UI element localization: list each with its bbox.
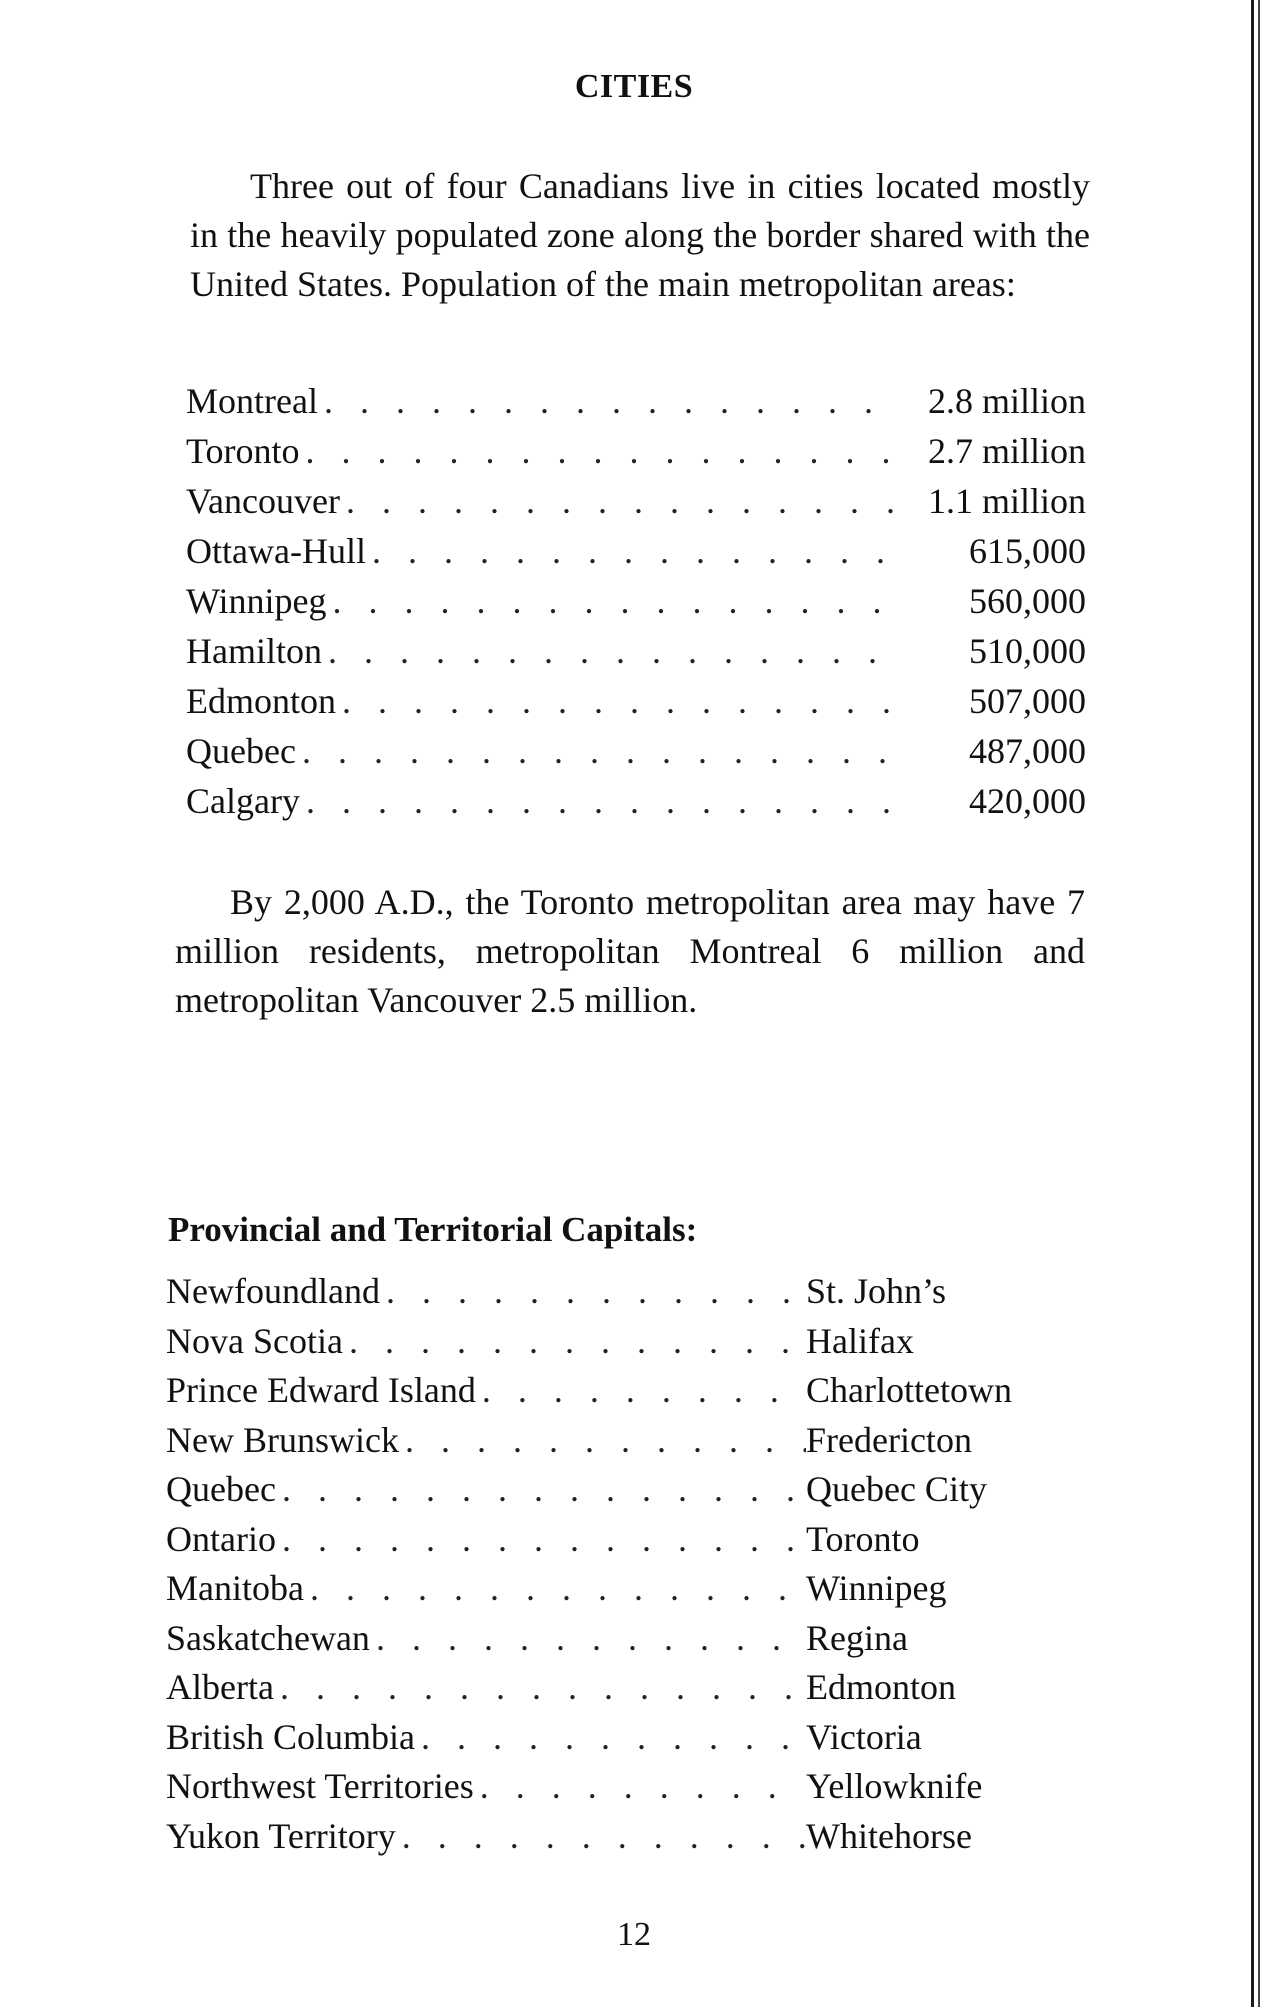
leader-dots <box>482 1369 806 1411</box>
city-name: Toronto <box>186 431 300 471</box>
province-name: Manitoba <box>166 1568 304 1608</box>
leader-dots <box>421 1716 806 1758</box>
leader-dots <box>405 1419 806 1461</box>
city-name: Edmonton <box>186 681 336 721</box>
leader-dots <box>372 530 901 572</box>
city-name: Calgary <box>186 781 300 821</box>
province-name: Ontario <box>166 1518 276 1559</box>
capital-name: Fredericton <box>806 1419 972 1460</box>
city-population: 507,000 <box>969 681 1086 721</box>
capital-name: Regina <box>806 1617 908 1658</box>
capital-name: Winnipeg <box>806 1568 947 1608</box>
city-name: Winnipeg <box>186 581 327 621</box>
capital-name: Yellowknife <box>806 1766 983 1806</box>
list-item <box>186 380 1086 430</box>
leader-dots <box>402 1815 806 1857</box>
list-item <box>166 1419 1066 1469</box>
city-population: 1.1 million <box>927 481 1086 521</box>
list-item <box>166 1270 1066 1320</box>
leader-dots <box>306 780 901 822</box>
leader-dots <box>349 1320 806 1362</box>
page-number: 12 <box>617 1916 651 1953</box>
list-item <box>166 1716 1066 1766</box>
list-item <box>166 1617 1066 1667</box>
list-item <box>186 580 1086 630</box>
page-title: CITIES <box>574 68 694 105</box>
leader-dots <box>342 680 901 722</box>
province-name: Alberta <box>166 1667 274 1707</box>
capital-name: Victoria <box>806 1716 922 1757</box>
province-name: Quebec <box>166 1469 276 1509</box>
city-name: Montreal <box>186 381 318 421</box>
leader-dots <box>310 1567 806 1609</box>
capitals-list <box>166 1270 1066 1864</box>
city-population: 2.7 million <box>927 431 1086 471</box>
province-name: Nova Scotia <box>166 1320 343 1361</box>
capitals-heading: Provincial and Territorial Capitals: <box>168 1210 698 1249</box>
city-name: Vancouver <box>186 481 340 521</box>
city-population: 615,000 <box>969 531 1086 571</box>
province-name: Newfoundland <box>166 1271 380 1311</box>
city-population: 560,000 <box>969 581 1086 621</box>
city-name: Hamilton <box>186 631 322 671</box>
capital-name: Halifax <box>806 1320 914 1361</box>
list-item <box>166 1518 1066 1568</box>
list-item <box>186 530 1086 580</box>
list-item <box>166 1320 1066 1370</box>
list-item <box>186 630 1086 680</box>
city-name: Quebec <box>186 731 296 771</box>
city-population: 487,000 <box>969 731 1086 771</box>
city-population: 420,000 <box>969 781 1086 821</box>
capital-name: Charlottetown <box>806 1370 1012 1410</box>
list-item <box>186 780 1086 830</box>
leader-dots <box>302 730 901 772</box>
leader-dots <box>282 1468 806 1510</box>
capital-name: Quebec City <box>806 1469 987 1509</box>
list-item <box>166 1765 1066 1815</box>
province-name: British Columbia <box>166 1716 416 1757</box>
list-item <box>186 480 1086 530</box>
leader-dots <box>386 1270 806 1312</box>
page-edge-line-inner <box>1258 0 1260 2007</box>
leader-dots <box>376 1617 806 1659</box>
leader-dots <box>282 1518 806 1560</box>
list-item <box>186 730 1086 780</box>
intro-paragraph: Three out of four Canadians live in cities located mostly in the heavily populated zone along the border shared with the United States. Population of the main metropolitan areas: <box>190 166 1090 304</box>
list-item <box>166 1468 1066 1518</box>
province-name: Prince Edward Island <box>166 1370 476 1410</box>
list-item <box>166 1666 1066 1716</box>
city-name: Ottawa-Hull <box>186 531 366 571</box>
city-population: 510,000 <box>969 631 1086 671</box>
province-name: Saskatchewan <box>166 1617 370 1658</box>
list-item <box>166 1369 1066 1419</box>
leader-dots <box>333 580 901 622</box>
page-edge-line <box>1251 0 1254 2007</box>
leader-dots <box>305 430 901 472</box>
leader-dots <box>328 630 901 672</box>
capital-name: Whitehorse <box>806 1815 972 1856</box>
province-name: Yukon Territory <box>166 1815 396 1856</box>
capital-name: St. John’s <box>806 1271 947 1311</box>
leader-dots <box>480 1765 806 1807</box>
leader-dots <box>324 380 901 422</box>
leader-dots <box>280 1666 806 1708</box>
capital-name: Toronto <box>806 1518 920 1559</box>
city-population: 2.8 million <box>927 381 1086 421</box>
list-item <box>166 1567 1066 1617</box>
list-item <box>186 430 1086 480</box>
list-item <box>166 1815 1066 1865</box>
projection-paragraph: By 2,000 A.D., the Toronto metropolitan area may have 7 million residents, metropolitan Montreal 6 million and metropolitan Vancouver 2.5 million. <box>175 882 1085 1020</box>
list-item <box>186 680 1086 730</box>
capital-name: Edmonton <box>806 1667 956 1707</box>
city-population-list <box>186 380 1086 830</box>
leader-dots <box>346 480 901 522</box>
province-name: New Brunswick <box>166 1419 399 1460</box>
province-name: Northwest Territories <box>166 1766 474 1806</box>
